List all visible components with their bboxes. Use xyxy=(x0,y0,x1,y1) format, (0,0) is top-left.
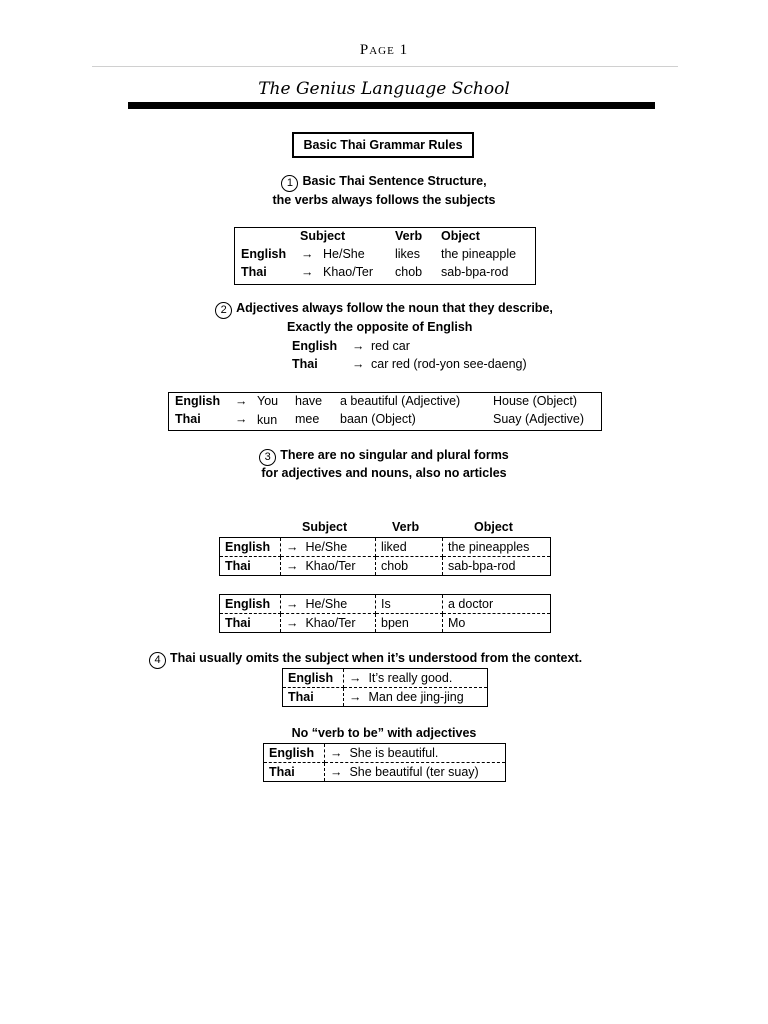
example-text: She is beautiful. xyxy=(349,746,439,760)
table-cell-object: Mo xyxy=(448,616,466,630)
table-cell-verb: bpen xyxy=(376,614,443,633)
table-cell-subject xyxy=(281,557,376,576)
table-cell-subject xyxy=(281,595,376,614)
arrow-icon: → xyxy=(349,690,362,704)
rule2-row-lang: Thai xyxy=(175,412,201,426)
rule2-row-subject: You xyxy=(257,394,279,408)
table-row xyxy=(283,669,488,688)
rule1-number: 1 xyxy=(281,175,298,192)
rule1-line2: the verbs always follows the subjects xyxy=(272,193,496,207)
table-cell-lang: English xyxy=(264,744,325,763)
no-verb-heading: No “verb to be” with adjectives xyxy=(291,726,477,740)
table-row xyxy=(283,688,488,707)
example-text: It’s really good. xyxy=(368,671,453,685)
table-cell-object: a doctor xyxy=(443,595,551,614)
rule1-header-verb: Verb xyxy=(395,229,423,243)
rule3-table-2 xyxy=(219,594,551,633)
title-bar xyxy=(128,102,655,109)
page-header: Page 1 xyxy=(359,42,409,58)
arrow-icon: → xyxy=(301,265,314,279)
rule1-row-subject: Khao/Ter xyxy=(323,265,374,279)
arrow-icon: → xyxy=(330,746,343,760)
rule2-line2: Exactly the opposite of English xyxy=(287,320,473,334)
subject-text: He/She xyxy=(305,540,348,554)
table-cell-subject xyxy=(281,614,376,633)
table-cell-text xyxy=(344,669,488,688)
arrow-icon: → xyxy=(286,540,299,554)
arrow-icon: → xyxy=(349,671,362,685)
table-cell-lang: English xyxy=(220,595,281,614)
table-row xyxy=(220,557,551,576)
rule4-line1: Thai usually omits the subject when it’s understood from the context. xyxy=(170,651,583,665)
rule4-table-2 xyxy=(263,743,506,782)
arrow-icon: → xyxy=(286,616,299,630)
arrow-icon: → xyxy=(352,339,365,353)
subject-text: He/She xyxy=(305,597,348,611)
rule3-heading xyxy=(0,448,768,466)
arrow-icon: → xyxy=(301,247,314,261)
rule4-heading xyxy=(149,651,582,669)
table-cell-lang: Thai xyxy=(220,557,281,576)
rule2-row-verb: have xyxy=(295,394,323,408)
document-title: Basic Thai Grammar Rules xyxy=(292,132,474,158)
rule3-line2: for adjectives and nouns, also no articles xyxy=(261,466,507,480)
rule1-row-lang: Thai xyxy=(241,265,267,279)
rule2-heading xyxy=(0,301,768,319)
rule1-header-object: Object xyxy=(441,229,480,243)
rule3-number: 3 xyxy=(259,449,276,466)
rule1-row-subject: He/She xyxy=(323,247,365,261)
table-cell-lang: Thai xyxy=(283,688,344,707)
rule3-table-1 xyxy=(219,537,551,576)
table-cell-lang: English xyxy=(220,538,281,557)
rule2-row-lang: English xyxy=(175,394,221,408)
rule2-number: 2 xyxy=(215,302,232,319)
rule2-row-subject: kun xyxy=(257,413,278,427)
rule4-number: 4 xyxy=(149,652,166,669)
rule1-row-lang: English xyxy=(241,247,287,261)
rule2-row-col3: a beautiful (Adjective) xyxy=(340,394,461,408)
table-cell-lang: Thai xyxy=(220,614,281,633)
rule2-row-col4: House (Object) xyxy=(493,394,578,408)
arrow-icon: → xyxy=(352,357,365,371)
table-cell-object: the pineapples xyxy=(443,538,551,557)
rule2-line1: Adjectives always follow the noun that they describe, xyxy=(236,301,553,315)
table-cell-subject xyxy=(281,538,376,557)
rule1-row-object: the pineapple xyxy=(441,247,517,261)
table-cell-verb: chob xyxy=(376,557,443,576)
table-row xyxy=(220,595,551,614)
rule2-row-verb: mee xyxy=(295,412,320,426)
rule3-header-verb: Verb xyxy=(392,520,420,534)
rule2-table xyxy=(168,392,602,431)
rule3-header-object: Object xyxy=(474,520,513,534)
table-cell-verb: liked xyxy=(376,538,443,557)
example-text: She beautiful (ter suay) xyxy=(349,765,479,779)
header-divider xyxy=(92,66,678,67)
rule2-example-lang: English xyxy=(292,339,338,353)
rule1-row-verb: likes xyxy=(395,247,421,261)
rule2-example-lang: Thai xyxy=(292,357,318,371)
arrow-icon: → xyxy=(286,559,299,573)
table-row xyxy=(264,763,506,782)
rule1-row-verb: chob xyxy=(395,265,423,279)
table-row xyxy=(220,614,551,633)
table-row xyxy=(220,538,551,557)
table-cell-verb: Is xyxy=(376,595,443,614)
rule1-table xyxy=(234,227,536,285)
arrow-icon: → xyxy=(235,394,248,408)
rule3-line1: There are no singular and plural forms xyxy=(280,448,509,462)
table-cell-text xyxy=(344,688,488,707)
arrow-icon: → xyxy=(286,597,299,611)
arrow-icon: → xyxy=(235,412,248,426)
rule1-header-subject: Subject xyxy=(300,229,346,243)
rule2-example-text: car red (rod-yon see-daeng) xyxy=(371,357,527,371)
school-name: The Genius Language School xyxy=(258,79,510,99)
rule2-example-text: red car xyxy=(371,339,410,353)
rule4-table-1 xyxy=(282,668,488,707)
table-row xyxy=(264,744,506,763)
table-cell-text xyxy=(325,744,506,763)
arrow-icon: → xyxy=(330,765,343,779)
table-cell-lang: Thai xyxy=(264,763,325,782)
table-cell-object: sab-bpa-rod xyxy=(448,559,516,573)
table-cell-text xyxy=(325,763,506,782)
rule1-row-object: sab-bpa-rod xyxy=(441,265,509,279)
example-text: Man dee jing-jing xyxy=(368,690,464,704)
table-cell-lang: English xyxy=(283,669,344,688)
rule1-heading xyxy=(0,174,768,192)
rule3-header-subject: Subject xyxy=(302,520,348,534)
rule2-row-col4: Suay (Adjective) xyxy=(493,412,585,426)
subject-text: Khao/Ter xyxy=(305,616,356,630)
rule2-row-col3: baan (Object) xyxy=(340,412,416,426)
rule1-line1: Basic Thai Sentence Structure, xyxy=(302,174,487,188)
subject-text: Khao/Ter xyxy=(305,559,356,573)
